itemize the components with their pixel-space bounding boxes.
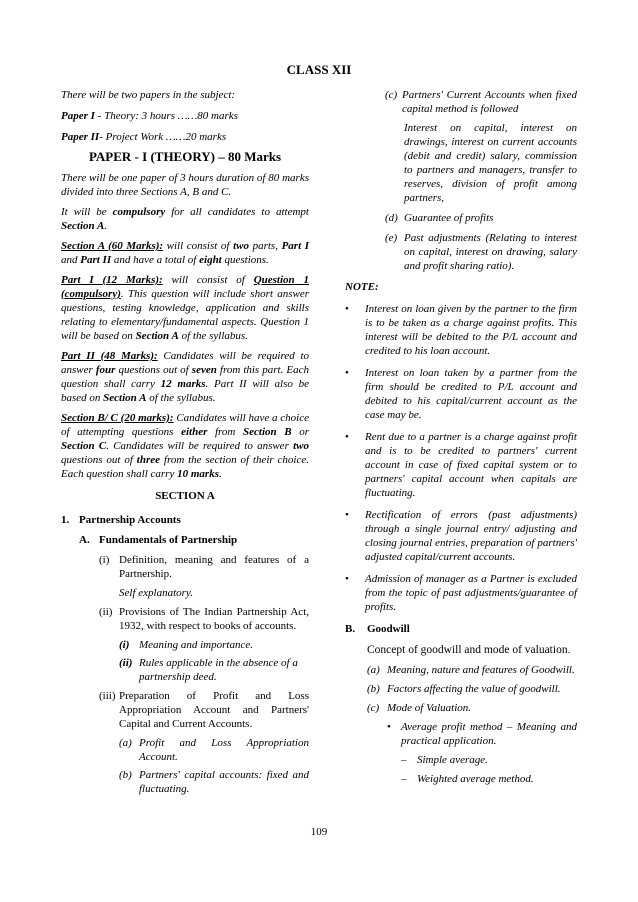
- text-bold: Section C: [61, 440, 107, 452]
- item-text: Factors affecting the value of goodwill.: [387, 683, 561, 695]
- para-part-1: [61, 273, 309, 343]
- paper2-line: [61, 130, 309, 144]
- note-item: [345, 572, 577, 614]
- text-run: from this part. Each question shall carry: [61, 364, 310, 390]
- part-2-label: Part II (48 Marks):: [61, 350, 158, 362]
- note-item: [345, 508, 577, 564]
- goodwill-intro: Concept of goodwill and mode of valuation.: [367, 644, 571, 656]
- item-number: (i): [99, 554, 110, 566]
- text-run: .: [218, 468, 222, 480]
- sub-title: Goodwill: [367, 623, 410, 635]
- item-iii: [99, 689, 309, 731]
- text-run: of the syllabus.: [146, 392, 216, 404]
- text-run: . Candidates will be required to answer: [106, 440, 294, 452]
- item-number: (ii): [99, 606, 113, 618]
- paper1-line: [61, 109, 309, 123]
- item-e: [385, 231, 577, 273]
- item-text: Provisions of The Indian Partnership Act, 1932, with respect to books of accounts.: [119, 606, 309, 632]
- text-run: or: [291, 426, 310, 438]
- section-a-heading: SECTION A: [155, 490, 215, 502]
- text-run: and: [61, 254, 81, 266]
- item-number: (i): [119, 639, 130, 651]
- bullet-icon: •: [345, 573, 349, 585]
- goodwill-bullet: [387, 720, 577, 748]
- item-text: Mode of Valuation.: [387, 702, 472, 714]
- note-heading: [345, 280, 577, 294]
- note-text: Interest on loan given by the partner to the firm is to be taken as a charge against profits. This interest will be debited to the P/L account and credited to his loan account.: [365, 303, 577, 357]
- sub-b-heading: [345, 622, 577, 636]
- note-colon: :: [374, 281, 379, 293]
- text-bold: Part I: [281, 240, 309, 252]
- item-text: Partners' capital accounts: fixed and fluctuating.: [139, 769, 309, 795]
- text-bold: three: [136, 454, 161, 466]
- item-ii: [99, 605, 309, 633]
- item-text: Preparation of Profit and Loss Appropriation Account and Partners' Capital and Current Accounts.: [119, 690, 309, 730]
- text-run: questions.: [221, 254, 269, 266]
- item-text: Guarantee of profits: [404, 212, 494, 224]
- bullet-icon: •: [345, 303, 349, 315]
- item-ii-b: [119, 656, 309, 684]
- bullet-icon: •: [387, 721, 391, 733]
- text-bold: two: [233, 240, 249, 252]
- text-bold: Section B: [243, 426, 292, 438]
- sub-a-heading: [79, 533, 309, 547]
- item-d: [385, 211, 577, 225]
- item-c-detail: Interest on capital, interest on drawings, interest on current accounts (debit and credit) salary, commission to partners and managers, transfer to reserves, division of profit among partners,: [404, 122, 577, 204]
- paper-heading: PAPER - I (THEORY) – 80 Marks: [88, 149, 282, 164]
- goodwill-dash-1: [401, 753, 577, 767]
- item-number: (a): [119, 737, 132, 749]
- note-item: [345, 430, 577, 500]
- text-run: questions out of: [61, 454, 137, 466]
- item-number: (b): [119, 769, 132, 781]
- text-bold: either: [181, 426, 208, 438]
- bullet-icon: •: [345, 367, 349, 379]
- item-text: Meaning, nature and features of Goodwill.: [387, 664, 575, 676]
- text-run: . Part II will also be based on: [61, 378, 309, 404]
- text-bold: seven: [191, 364, 217, 376]
- goodwill-c: [367, 701, 577, 715]
- text-run: Candidates will be required to answer: [61, 350, 309, 376]
- dash-icon: –: [401, 754, 407, 766]
- dash-icon: –: [401, 773, 407, 785]
- text-bold: 12 marks: [160, 378, 206, 390]
- text-bold: Section A: [103, 392, 147, 404]
- para-part-2: [61, 349, 309, 405]
- note-text: Interest on loan taken by a partner from the firm should be credited to P/L account and debited to his capital/current account as the case may be.: [365, 367, 577, 421]
- part-1-label: Part I (12 Marks):: [61, 274, 163, 286]
- item-number: (e): [385, 232, 398, 244]
- note-label: NOTE: [345, 281, 375, 293]
- topic-title: Partnership Accounts: [79, 514, 181, 526]
- text-run: parts,: [248, 240, 282, 252]
- text-run: .: [104, 220, 108, 232]
- item-iii-a: [119, 736, 309, 764]
- note-text: Rectification of errors (past adjustments) through a single journal entry/ adjusting and closing journal entries, preparation of partners' adjusted capital/current accounts.: [365, 509, 577, 563]
- para-compulsory: [61, 205, 309, 233]
- sub-title: Fundamentals of Partnership: [99, 534, 238, 546]
- note-text: Admission of manager as a Partner is excluded from the topic of past adjustments/guarantee of profits.: [365, 573, 577, 613]
- item-text: Weighted average method.: [417, 773, 534, 785]
- note-item: [345, 366, 577, 422]
- item-number: (d): [385, 212, 398, 224]
- text-run: and have a total of: [111, 254, 200, 266]
- text-bold: Section A: [135, 330, 179, 342]
- text-bold: Part II: [80, 254, 112, 266]
- bullet-icon: •: [345, 431, 349, 443]
- text-bold: Question 1 (compulsory): [61, 274, 309, 300]
- item-text: Meaning and importance.: [139, 639, 253, 651]
- para-duration: There will be one paper of 3 hours duration of 80 marks divided into three Sections A, B and C.: [61, 172, 309, 198]
- text-bold: two: [293, 440, 309, 452]
- para-section-a: [61, 239, 309, 267]
- item-i: [99, 553, 309, 581]
- paper2-text: - Project Work ……20 marks: [99, 131, 227, 143]
- item-text: Definition, meaning and features of a Partnership.: [119, 554, 309, 580]
- goodwill-a: [367, 663, 577, 677]
- text-run: will consist of: [162, 274, 254, 286]
- page-title: CLASS XII: [286, 62, 352, 77]
- text-run: from: [207, 426, 243, 438]
- item-number: (iii): [99, 690, 116, 702]
- left-column: [61, 88, 309, 796]
- item-number: (c): [367, 702, 380, 714]
- topic-number: 1.: [61, 514, 70, 526]
- item-text: Past adjustments (Relating to interest on capital, interest on drawing, salary and profit sharing ratio).: [404, 232, 577, 272]
- item-text: Average profit method – Meaning and practical application.: [401, 721, 577, 747]
- item-number: (ii): [119, 657, 133, 669]
- paper1-label: Paper I: [61, 110, 95, 122]
- item-number: (b): [367, 683, 380, 695]
- sub-number: B.: [345, 623, 356, 635]
- text-run: Candidates will have a choice of attempting questions: [61, 412, 309, 438]
- paper1-text: - Theory: 3 hours ……80 marks: [94, 110, 238, 122]
- note-item: [345, 302, 577, 358]
- item-text: Profit and Loss Appropriation Account.: [139, 737, 309, 763]
- text-run: will consist of: [163, 240, 234, 252]
- text-run: questions out of: [115, 364, 192, 376]
- text-bold: 10 marks: [177, 468, 219, 480]
- item-number: (a): [367, 664, 380, 676]
- section-a-label: Section A (60 Marks):: [61, 240, 164, 252]
- text-bold: eight: [199, 254, 222, 266]
- item-text: Simple average.: [417, 754, 488, 766]
- text-run: of the syllabus.: [178, 330, 248, 342]
- intro-line: [61, 88, 309, 102]
- para-section-bc: [61, 411, 309, 481]
- item-i-note: Self explanatory.: [119, 587, 193, 599]
- text-bold: compulsory: [112, 206, 166, 218]
- sub-number: A.: [79, 534, 90, 546]
- item-text: Rules applicable in the absence of a partnership deed.: [139, 657, 298, 683]
- item-number: (c): [385, 89, 398, 101]
- text-run: . This question will include short answer questions, testing knowledge, application and skills relating to elementary/fundamental aspects. Question 1 will be based on: [61, 288, 309, 342]
- item-c: [385, 88, 577, 116]
- paper2-label: Paper II: [61, 131, 100, 143]
- text-bold: four: [95, 364, 116, 376]
- text-run: It will be: [61, 206, 113, 218]
- page-number: 109: [310, 826, 328, 838]
- text-run: for all candidates to attempt: [165, 206, 309, 218]
- item-iii-b: [119, 768, 309, 796]
- item-text: Partners' Current Accounts when fixed capital method is followed: [402, 89, 577, 115]
- right-column: [345, 88, 577, 786]
- goodwill-b: [367, 682, 577, 696]
- text-bold: Section A: [61, 220, 105, 232]
- text-run: from the section of their choice. Each question shall carry: [61, 454, 309, 480]
- note-text: Rent due to a partner is a charge against profit and is to be credited to partners' current account in case of fixed capital system or to partners' capital account when capitals are fluctuating.: [365, 431, 577, 499]
- topic-1-heading: [61, 513, 309, 527]
- bullet-icon: •: [345, 509, 349, 521]
- item-ii-a: [119, 638, 309, 652]
- section-bc-label: Section B/ C (20 marks):: [61, 412, 174, 424]
- goodwill-dash-2: [401, 772, 577, 786]
- intro-text: There will be two papers in the subject:: [61, 89, 236, 101]
